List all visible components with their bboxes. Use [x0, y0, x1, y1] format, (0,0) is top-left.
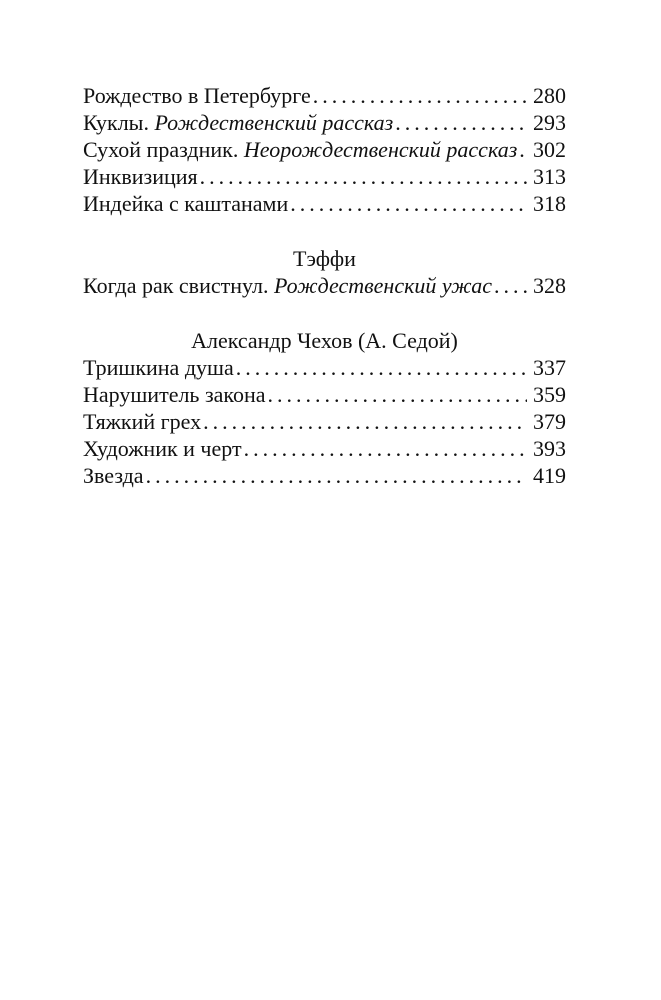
page-number: 318	[533, 191, 566, 216]
entry-title	[83, 190, 288, 217]
dot-leader	[198, 163, 527, 190]
entry-title-text: Индейка с каштанами	[83, 191, 289, 216]
entry-title-text: Тришкина душа	[83, 355, 234, 380]
entry-subtitle: Рождественский ужас	[274, 273, 493, 298]
entry-title	[83, 163, 198, 190]
dot-leader	[144, 462, 527, 489]
toc-entry	[83, 190, 566, 217]
dot-leader	[201, 408, 527, 435]
page-number: 293	[533, 110, 566, 135]
entry-title	[83, 109, 393, 136]
page-number: 328	[533, 273, 566, 298]
entry-title	[83, 408, 201, 435]
entry-title	[83, 435, 242, 462]
table-of-contents	[83, 82, 566, 489]
entry-title	[83, 462, 144, 489]
toc-entry	[83, 435, 566, 462]
entry-title-text: Рождество в Петербурге	[83, 83, 311, 108]
entry-title-text: Нарушитель закона	[83, 382, 266, 407]
dot-leader	[288, 190, 527, 217]
dot-leader	[234, 354, 527, 381]
author-heading: Александр Чехов (А. Седой)	[191, 328, 458, 353]
entry-title-text: Сухой праздник.	[83, 137, 244, 162]
toc-entry	[83, 82, 566, 109]
toc-entry	[83, 408, 566, 435]
page-number: 302	[533, 137, 566, 162]
page-number: 393	[533, 436, 566, 461]
page-number: 280	[533, 83, 566, 108]
entry-title	[83, 381, 266, 408]
page-number: 313	[533, 164, 566, 189]
entry-title-text: Художник и черт	[83, 436, 242, 461]
toc-entry	[83, 462, 566, 489]
entry-title-text: Звезда	[83, 463, 144, 488]
dot-leader	[242, 435, 527, 462]
page-number: 379	[533, 409, 566, 434]
dot-leader	[266, 381, 527, 408]
entry-title	[83, 82, 311, 109]
entry-subtitle: Неорождественский рассказ	[243, 137, 518, 162]
entry-title	[83, 136, 517, 163]
entry-title-text: Инквизиция	[83, 164, 198, 189]
entry-title	[83, 354, 234, 381]
dot-leader	[492, 272, 527, 299]
page-number: 419	[533, 463, 566, 488]
dot-leader	[393, 109, 527, 136]
dot-leader	[517, 136, 527, 163]
page-number: 359	[533, 382, 566, 407]
page-number: 337	[533, 355, 566, 380]
entry-title-text: Тяжкий грех	[83, 409, 202, 434]
toc-entry	[83, 163, 566, 190]
toc-entry	[83, 109, 566, 136]
entry-title	[83, 272, 492, 299]
entry-title-text: Куклы.	[83, 110, 155, 135]
toc-entry	[83, 272, 566, 299]
entry-title-text: Когда рак свистнул.	[83, 273, 275, 298]
toc-entry	[83, 136, 566, 163]
toc-entry	[83, 381, 566, 408]
toc-entry	[83, 354, 566, 381]
dot-leader	[311, 82, 527, 109]
entry-subtitle: Рождественский рассказ	[154, 110, 394, 135]
author-heading: Тэффи	[293, 246, 356, 271]
